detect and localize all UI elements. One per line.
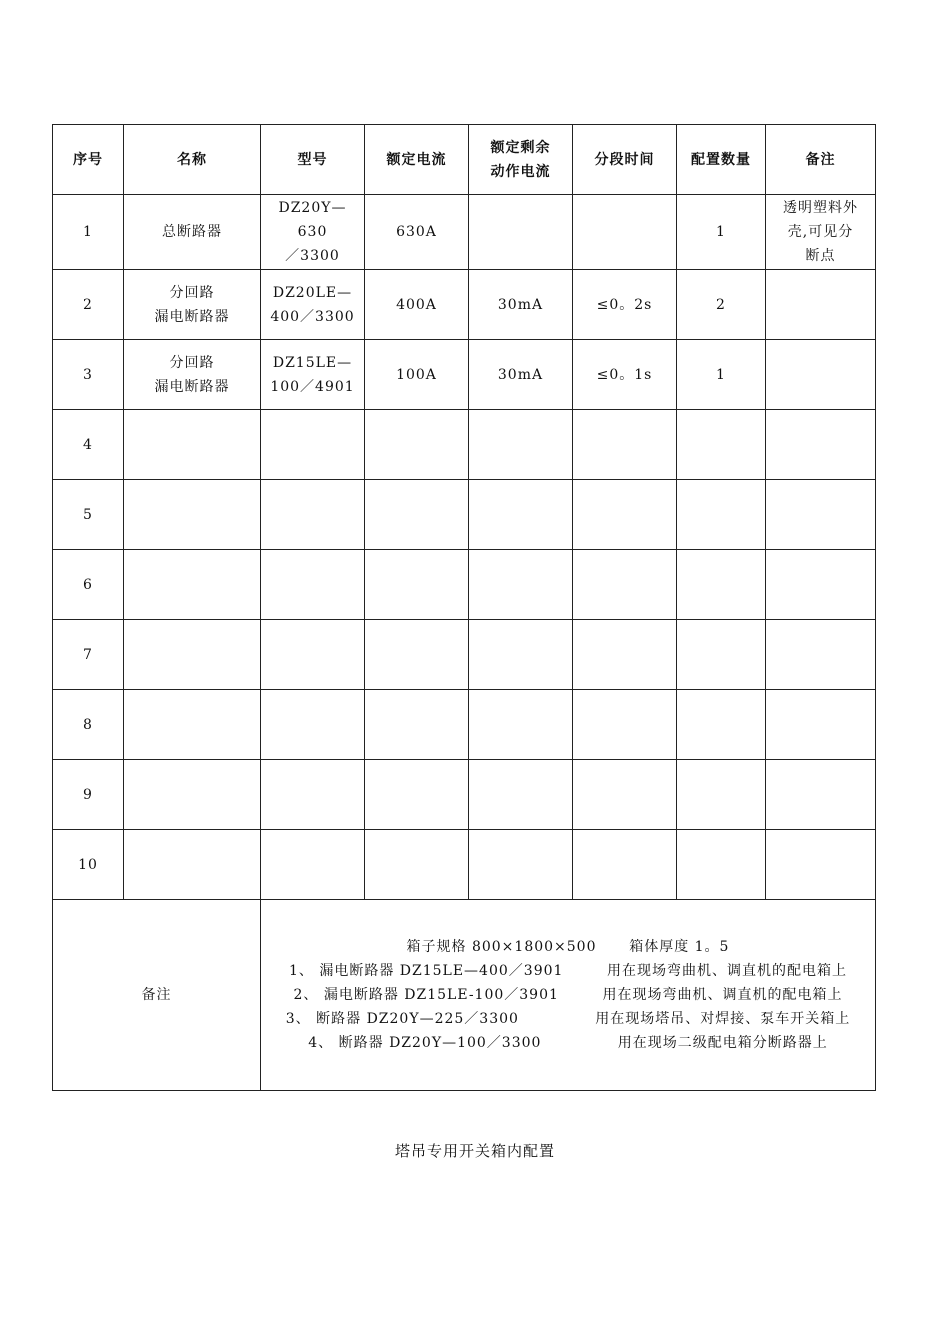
table-cell — [573, 830, 677, 900]
header-cell: 额定电流 — [365, 125, 469, 195]
table-cell: 1 — [677, 340, 766, 410]
table-cell — [766, 830, 876, 900]
table-cell — [261, 410, 365, 480]
note-line: 4、 断路器 DZ20Y—100／3300 用在现场二级配电箱分断路器上 — [308, 1035, 828, 1051]
table-cell — [469, 410, 573, 480]
table-cell — [573, 620, 677, 690]
table-cell — [766, 760, 876, 830]
table-cell — [573, 410, 677, 480]
table-cell — [677, 550, 766, 620]
note-line: 2、 漏电断路器 DZ15LE-100／3901 用在现场弯曲机、调直机的配电箱上 — [293, 987, 843, 1003]
table-cell — [261, 550, 365, 620]
table-cell — [124, 690, 261, 760]
table-row — [53, 760, 876, 830]
table-cell: 400A — [365, 270, 469, 340]
notes-label: 备注 — [53, 900, 261, 1091]
table-cell: 1 — [677, 195, 766, 270]
table-row — [53, 195, 876, 270]
table-cell — [677, 830, 766, 900]
table-cell — [573, 690, 677, 760]
table-cell — [124, 760, 261, 830]
header-cell: 型号 — [261, 125, 365, 195]
header-cell: 配置数量 — [677, 125, 766, 195]
table-cell — [677, 480, 766, 550]
table-cell: 100A — [365, 340, 469, 410]
notes-row — [53, 900, 876, 1091]
table-cell: DZ15LE— 100／4901 — [261, 340, 365, 410]
table-cell — [766, 620, 876, 690]
table-cell — [573, 550, 677, 620]
table-cell: DZ20LE— 400／3300 — [261, 270, 365, 340]
table-row — [53, 830, 876, 900]
table-cell: 30mA — [469, 340, 573, 410]
table-cell — [677, 410, 766, 480]
table-cell — [365, 480, 469, 550]
page-caption: 塔吊专用开关箱内配置 — [394, 1142, 555, 1160]
table-cell — [469, 620, 573, 690]
header-cell: 序号 — [53, 125, 124, 195]
configuration-table — [52, 124, 876, 1091]
table-cell — [261, 480, 365, 550]
table-cell — [677, 690, 766, 760]
table-cell: ≤0。1s — [573, 340, 677, 410]
table-row — [53, 690, 876, 760]
table-cell — [766, 340, 876, 410]
table-cell: 6 — [53, 550, 124, 620]
table-cell — [365, 690, 469, 760]
table-cell: 8 — [53, 690, 124, 760]
table-cell: 5 — [53, 480, 124, 550]
table-cell — [261, 620, 365, 690]
table-cell: 9 — [53, 760, 124, 830]
table-row — [53, 550, 876, 620]
table-cell — [365, 760, 469, 830]
table-cell — [766, 480, 876, 550]
table-cell — [573, 760, 677, 830]
table-row — [53, 480, 876, 550]
notes-title: 箱子规格 800×1800×500 箱体厚度 1。5 — [406, 939, 730, 955]
header-cell: 名称 — [124, 125, 261, 195]
note-line: 1、 漏电断路器 DZ15LE—400／3901 用在现场弯曲机、调直机的配电箱上 — [288, 963, 848, 979]
table-cell — [365, 830, 469, 900]
table-cell: 总断路器 — [124, 195, 261, 270]
table-cell — [261, 760, 365, 830]
table-cell — [469, 550, 573, 620]
table-cell — [469, 830, 573, 900]
header-cell: 分段时间 — [573, 125, 677, 195]
table-cell — [766, 550, 876, 620]
table-cell — [766, 690, 876, 760]
table-cell: 4 — [53, 410, 124, 480]
note-line: 3、 断路器 DZ20Y—225／3300 用在现场塔吊、对焊接、泵车开关箱上 — [285, 1011, 851, 1027]
table-header-row — [53, 125, 876, 195]
table-cell — [469, 760, 573, 830]
header-cell: 备注 — [766, 125, 876, 195]
notes-content — [261, 900, 876, 1091]
table-cell — [365, 620, 469, 690]
table-row — [53, 270, 876, 340]
table-cell: 30mA — [469, 270, 573, 340]
table-cell — [365, 550, 469, 620]
table-cell: ≤0。2s — [573, 270, 677, 340]
header-cell: 额定剩余 动作电流 — [469, 125, 573, 195]
table-row — [53, 410, 876, 480]
table-cell — [261, 830, 365, 900]
table-cell: 630A — [365, 195, 469, 270]
table-cell: 7 — [53, 620, 124, 690]
table-cell: 分回路 漏电断路器 — [124, 270, 261, 340]
table-row — [53, 620, 876, 690]
table-cell — [365, 410, 469, 480]
table-cell: 3 — [53, 340, 124, 410]
table-cell — [124, 410, 261, 480]
table-cell — [766, 410, 876, 480]
table-cell: DZ20Y—630 ／3300 — [261, 195, 365, 270]
table-cell — [573, 195, 677, 270]
table-cell — [469, 690, 573, 760]
table-cell: 2 — [677, 270, 766, 340]
table-cell — [124, 480, 261, 550]
table-cell — [677, 620, 766, 690]
table-cell — [124, 830, 261, 900]
table-cell — [124, 620, 261, 690]
table-cell: 透明塑料外 壳,可见分 断点 — [766, 195, 876, 270]
table-cell: 1 — [53, 195, 124, 270]
table-cell — [261, 690, 365, 760]
table-row — [53, 340, 876, 410]
table-cell — [469, 480, 573, 550]
table-cell — [124, 550, 261, 620]
table-cell: 2 — [53, 270, 124, 340]
table-cell — [677, 760, 766, 830]
table-cell — [469, 195, 573, 270]
table-cell — [573, 480, 677, 550]
table-cell — [766, 270, 876, 340]
table-cell: 分回路 漏电断路器 — [124, 340, 261, 410]
table-cell: 10 — [53, 830, 124, 900]
